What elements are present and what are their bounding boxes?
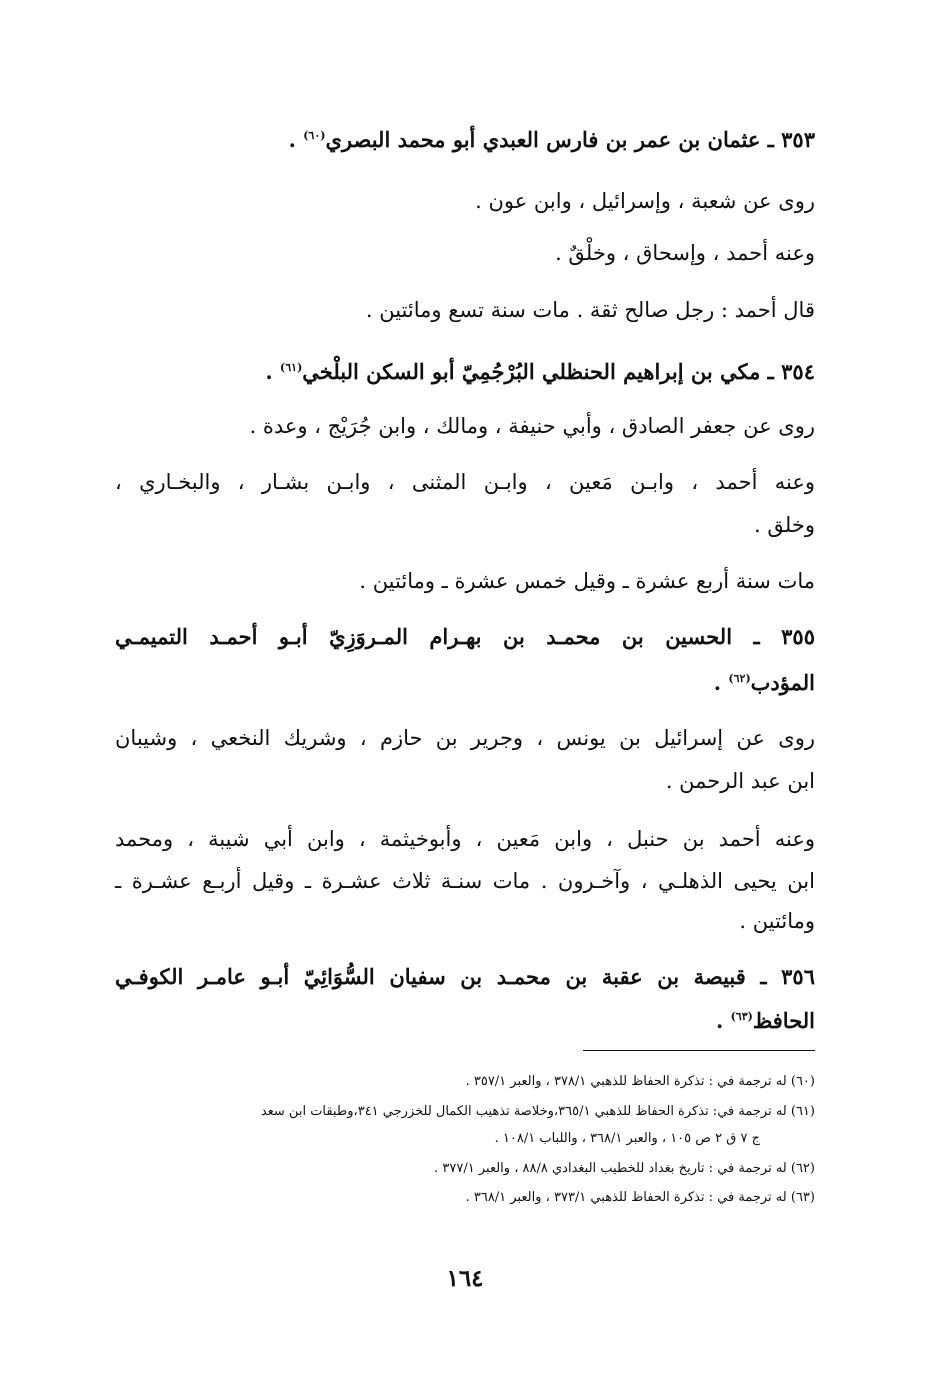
entry-heading-text: الحافظ (752, 1008, 815, 1033)
entry-353-narrated-from: روى عن شعبة ، وإسرائيل ، وابن عون . (475, 189, 815, 213)
page-number: ١٦٤ (446, 1265, 484, 1292)
entry-355-narrated-by-cont: ابن يحيى الذهلـي ، وآخـرون . مات سنـة ثلاث عشـرة ـ وقيل أربـع عشـرة ـ (115, 869, 815, 893)
entry-355-narrated-from: روى عن إسرائيل بن يونس ، وجرير بن حازم ، وشريك النخعي ، وشيبان (115, 726, 815, 750)
footnote-63: (٦٣) له ترجمة في : تذكرة الحفاظ للذهبي ٣٧٣/١ ، والعبر ٣٦٨/١ . (465, 1190, 815, 1205)
entry-354-narrated-from: روى عن جعفر الصادق ، وأبي حنيفة ، ومالك ، وابن جُرَيْج ، وعدة . (249, 414, 815, 438)
entry-355-heading: ٣٥٥ ـ الحسين بن محمـد بن بهـرام المـروَزِيّ أبـو أحمـد التميمـي (115, 624, 815, 649)
entry-heading-text: ٣٥٤ ـ مكي بن إبراهيم الحنظلي البُرْجُمِيّ أبو السكن البلْخي (302, 359, 815, 384)
footnote-61-cont: ج ٧ ق ٢ ص ١٠٥ ، والعبر ٣٦٨/١ ، واللباب ١٠٨/١ . (494, 1131, 760, 1146)
entry-heading-text: المؤدب (750, 670, 815, 695)
footnote-61: (٦١) له ترجمة في: تذكرة الحفاظ للذهبي ٣٦٥/١،وخلاصة تذهيب الكمال للخزرجي ٣٤١،وطبقات ابن سعد (260, 1104, 815, 1119)
entry-355-death: ومائتين . (739, 909, 815, 933)
entry-354-death: مات سنة أربع عشرة ـ وقيل خمس عشرة ـ ومائتين . (359, 569, 815, 593)
heading-end: . (713, 670, 729, 695)
footnote-separator (583, 1050, 815, 1051)
footnote-60: (٦٠) له ترجمة في : تذكرة الحفاظ للذهبي ٣٧٨/١ ، والعبر ٣٥٧/١ . (465, 1074, 815, 1089)
entry-354-narrated-by: وعنه أحمد ، وابـن مَعين ، وابـن المثنى ، وابـن بشـار ، والبخـاري ، (115, 470, 815, 494)
heading-end: . (715, 1008, 731, 1033)
entry-354-heading (265, 353, 815, 387)
entry-353-heading (289, 121, 815, 155)
entry-355-heading-cont (714, 664, 815, 698)
entry-355-narrated-from-cont: ابن عبد الرحمن . (665, 769, 815, 793)
heading-end: . (265, 359, 281, 384)
footnote-ref: (٦٢) (728, 672, 751, 685)
entry-354-narrated-by-cont: وخلق . (754, 513, 815, 537)
footnote-ref: (٦٠) (303, 129, 326, 142)
entry-353-narrated-by: وعنه أحمد ، وإسحاق ، وخلْقٌ . (555, 241, 815, 265)
footnote-ref: (٦١) (280, 361, 303, 374)
entry-heading-text: ٣٥٣ ـ عثمان بن عمر بن فارس العبدي أبو محمد البصري (325, 127, 815, 152)
heading-end: . (288, 127, 304, 152)
entry-356-heading: ٣٥٦ ـ قبيصة بن عقبة بن محمـد بن سفيان السُّوَائِيّ أبـو عامـر الكوفـي (115, 964, 815, 989)
footnote-ref: (٦٣) (730, 1010, 753, 1023)
entry-356-heading-cont (716, 1002, 815, 1036)
footnote-62: (٦٢) له ترجمة في : تاريخ بغداد للخطيب البغدادي ٨٨/٨ ، والعبر ٣٧٧/١ . (434, 1161, 815, 1176)
entry-355-narrated-by: وعنه أحمد بن حنبل ، وابن مَعين ، وأبوخيثمة ، وابن أبي شيبة ، ومحمد (115, 827, 815, 851)
entry-353-assessment: قال أحمد : رجل صالح ثقة . مات سنة تسع ومائتين . (365, 298, 815, 322)
